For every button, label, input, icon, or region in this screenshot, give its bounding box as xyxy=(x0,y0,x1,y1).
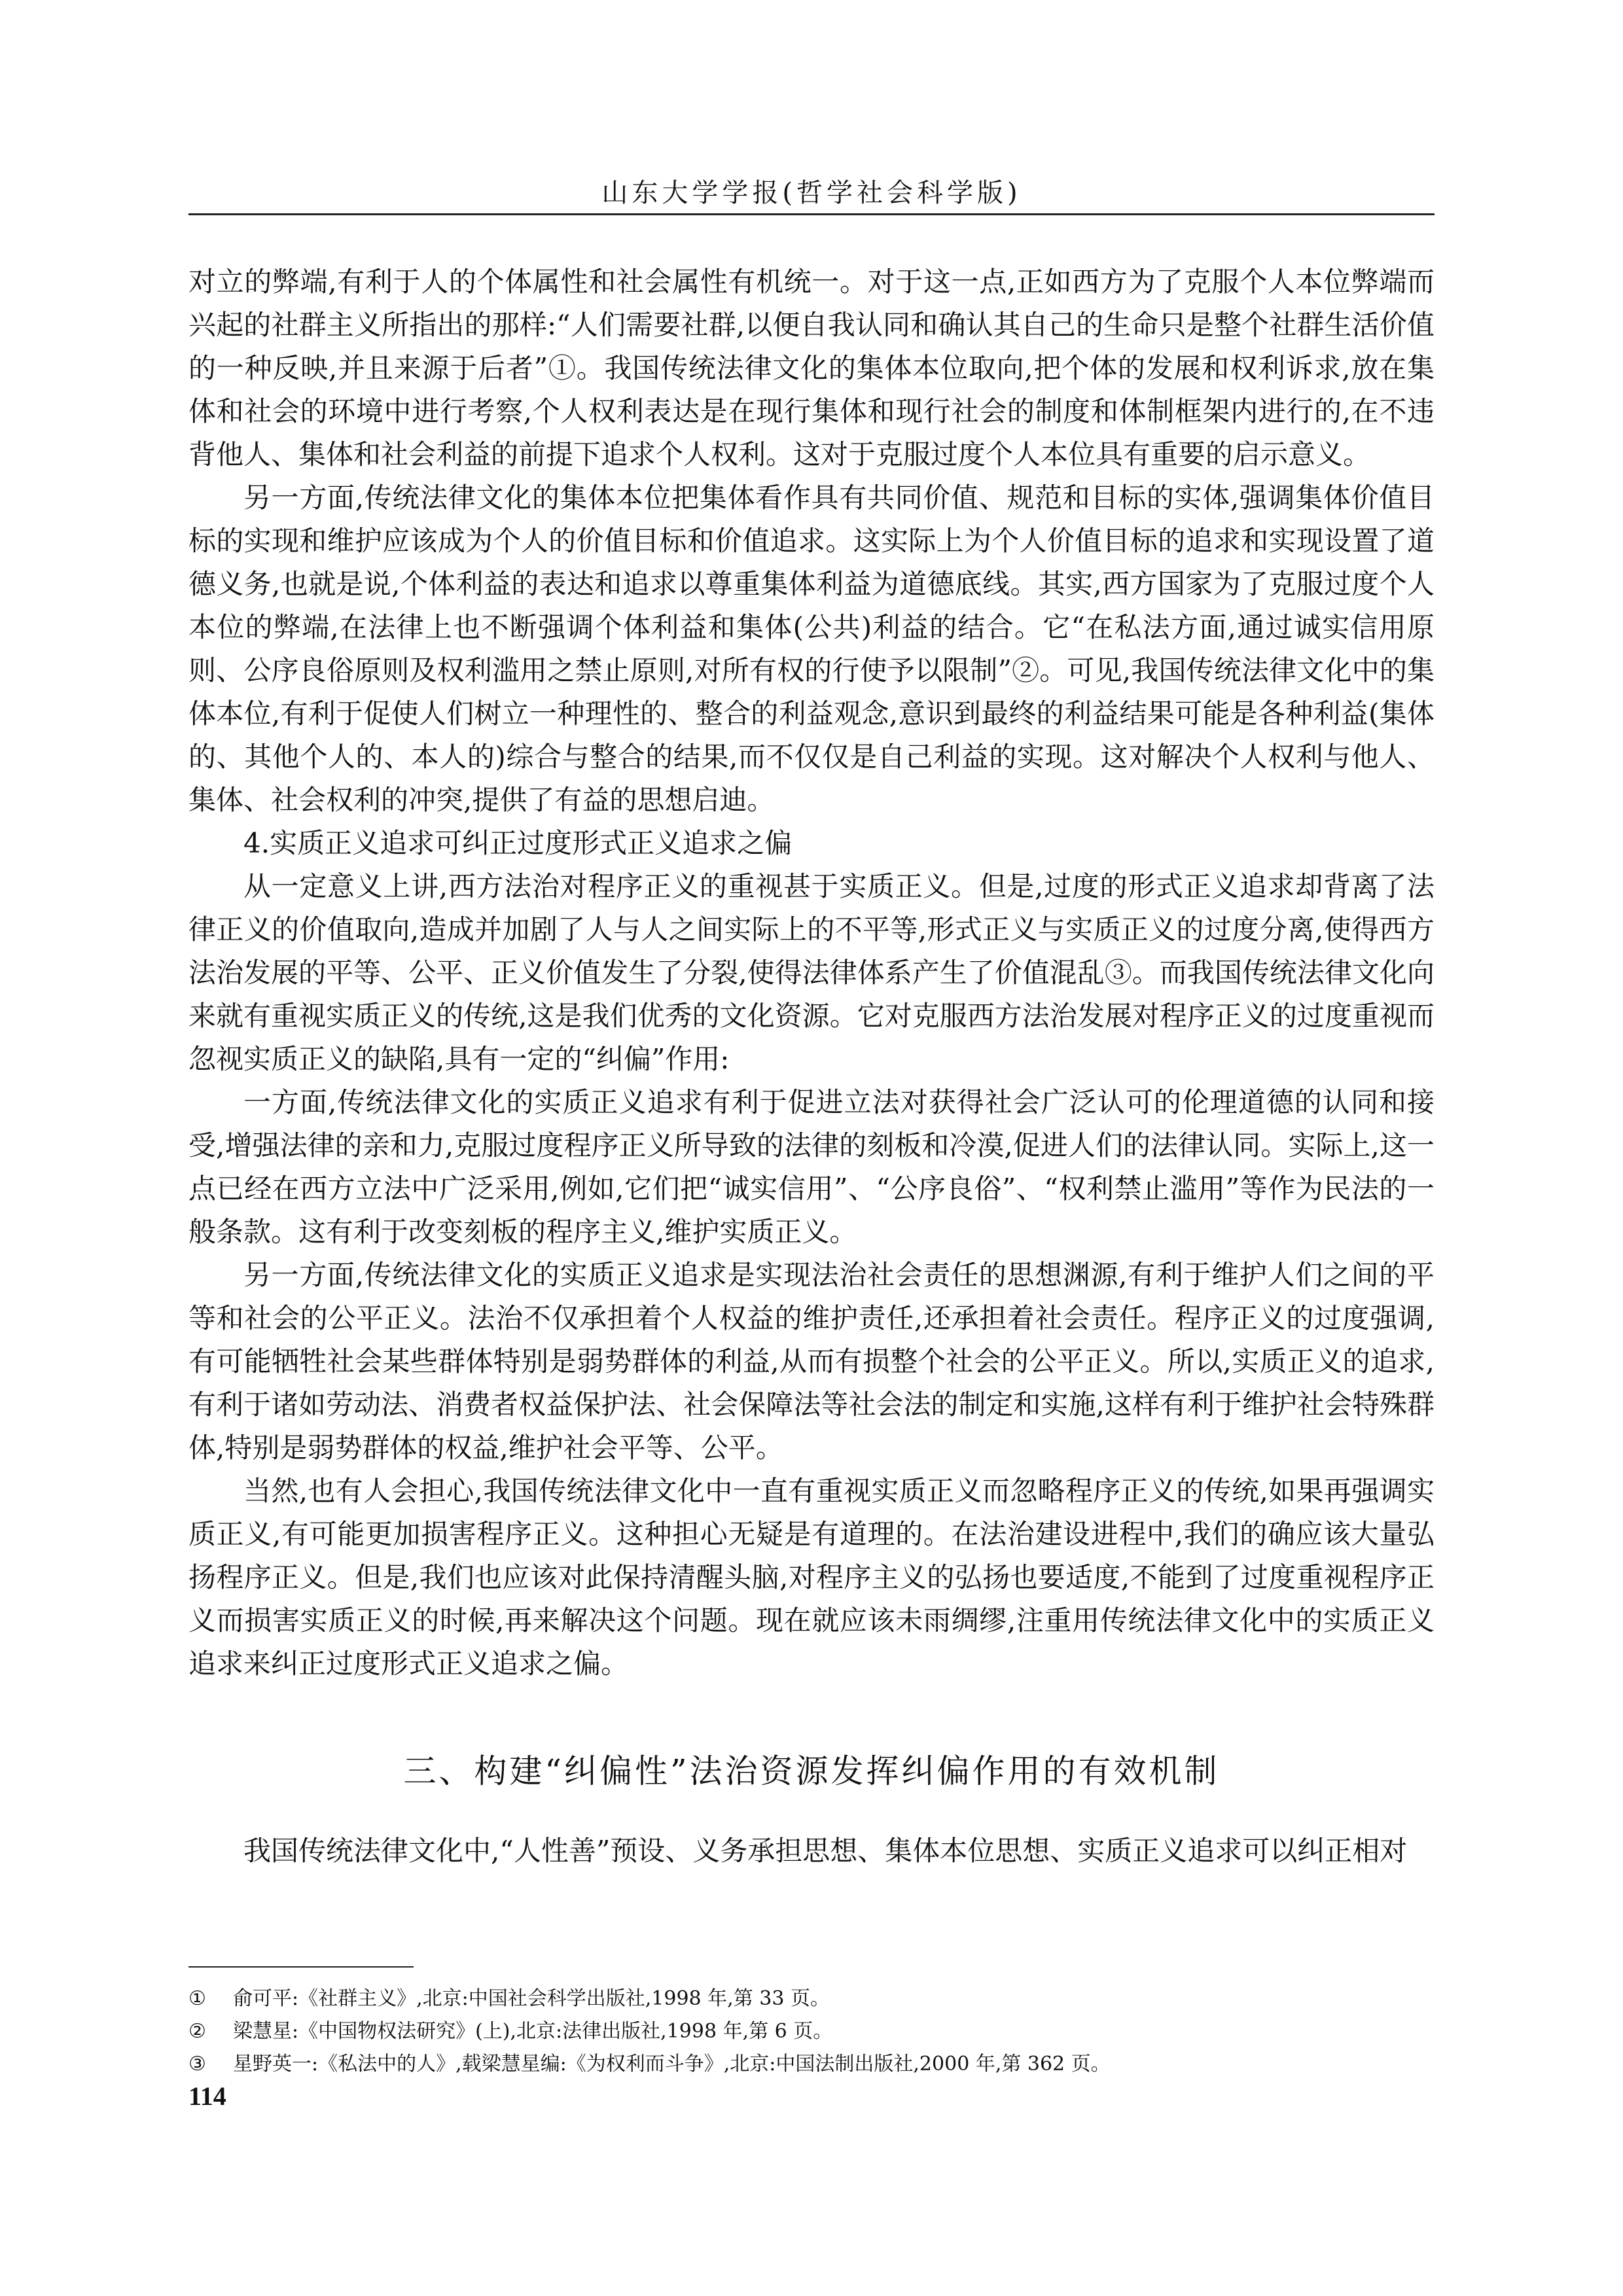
footnote-text: 星野英一:《私法中的人》,载梁慧星编:《为权利而斗争》,北京:中国法制出版社,2000 年,第 362 页。 xyxy=(233,2053,1111,2075)
article-body xyxy=(188,260,1435,1873)
footnote xyxy=(188,2015,1435,2048)
paragraph: 当然,也有人会担心,我国传统法律文化中一直有重视实质正义而忽略程序正义的传统,如果再强调实质正义,有可能更加损害程序正义。这种担心无疑是有道理的。在法治建设进程中,我们的确应该大量弘扬程序正义。但是,我们也应该对此保持清醒头脑,对程序主义的弘扬也要适度,不能到了过度重视程序正义而损害实质正义的时候,再来解决这个问题。现在就应该未雨绸缪,注重用传统法律文化中的实质正义追求来纠正过度形式正义追求之偏。 xyxy=(188,1475,1435,1680)
paragraph: 从一定意义上讲,西方法治对程序正义的重视甚于实质正义。但是,过度的形式正义追求却背离了法律正义的价值取向,造成并加剧了人与人之间实际上的不平等,形式正义与实质正义的过度分离,使得西方法治发展的平等、公平、正义价值发生了分裂,使得法律体系产生了价值混乱③。而我国传统法律文化向来就有重视实质正义的传统,这是我们优秀的文化资源。它对克服西方法治发展对程序正义的过度重视而忽视实质正义的缺陷,具有一定的“纠偏”作用: xyxy=(188,870,1435,1075)
footnote-mark: ① xyxy=(188,1987,206,2010)
subheading: 4.实质正义追求可纠正过度形式正义追求之偏 xyxy=(243,827,793,859)
paragraph: 另一方面,传统法律文化的集体本位把集体看作具有共同价值、规范和目标的实体,强调集体价值目标的实现和维护应该成为个人的价值目标和价值追求。这实际上为个人价值目标的追求和实现设置了道德义务,也就是说,个体利益的表达和追求以尊重集体利益为道德底线。其实,西方国家为了克服过度个人本位的弊端,在法律上也不断强调个体利益和集体(公共)利益的结合。它“在私法方面,通过诚实信用原则、公序良俗原则及权利滥用之禁止原则,对所有权的行使予以限制”②。可见,我国传统法律文化中的集体本位,有利于促使人们树立一种理性的、整合的利益观念,意识到最终的利益结果可能是各种利益(集体的、其他个人的、本人的)综合与整合的结果,而不仅仅是自己利益的实现。这对解决个人权利与他人、集体、社会权利的冲突,提供了有益的思想启迪。 xyxy=(188,482,1435,816)
header-divider xyxy=(188,213,1435,215)
paragraph: 对立的弊端,有利于人的个体属性和社会属性有机统一。对于这一点,正如西方为了克服个人本位弊端而兴起的社群主义所指出的那样:“人们需要社群,以便自我认同和确认其自己的生命只是整个社群生活价值的一种反映,并且来源于后者”①。我国传统法律文化的集体本位取向,把个体的发展和权利诉求,放在集体和社会的环境中进行考察,个人权利表达是在现行集体和现行社会的制度和体制框架内进行的,在不违背他人、集体和社会利益的前提下追求个人权利。这对于克服过度个人本位具有重要的启示意义。 xyxy=(188,266,1435,470)
footnote-divider xyxy=(188,1966,414,1968)
footnote-mark: ② xyxy=(188,2020,206,2043)
journal-header: 山东大学学报(哲学社会科学版) xyxy=(601,178,1022,208)
footnote xyxy=(188,2048,1435,2081)
footnote-text: 梁慧星:《中国物权法研究》(上),北京:法律出版社,1998 年,第 6 页。 xyxy=(233,2020,833,2043)
paragraph: 我国传统法律文化中,“人性善”预设、义务承担思想、集体本位思想、实质正义追求可以纠正相对 xyxy=(243,1835,1408,1867)
footnote-text: 俞可平:《社群主义》,北京:中国社会科学出版社,1998 年,第 33 页。 xyxy=(233,1987,830,2010)
footnote-mark: ③ xyxy=(188,2053,206,2075)
paragraph: 另一方面,传统法律文化的实质正义追求是实现法治社会责任的思想渊源,有利于维护人们之间的平等和社会的公平正义。法治不仅承担着个人权益的维护责任,还承担着社会责任。程序正义的过度强调,有可能牺牲社会某些群体特别是弱势群体的利益,从而有损整个社会的公平正义。所以,实质正义的追求,有利于诸如劳动法、消费者权益保护法、社会保障法等社会法的制定和实施,这样有利于维护社会特殊群体,特别是弱势群体的权益,维护社会平等、公平。 xyxy=(188,1259,1435,1464)
footnotes xyxy=(188,1983,1435,2081)
section-title: 三、构建“纠偏性”法治资源发挥纠偏作用的有效机制 xyxy=(403,1752,1220,1790)
footnote xyxy=(188,1983,1435,2015)
paragraph: 一方面,传统法律文化的实质正义追求有利于促进立法对获得社会广泛认可的伦理道德的认同和接受,增强法律的亲和力,克服过度程序正义所导致的法律的刻板和冷漠,促进人们的法律认同。实际上,这一点已经在西方立法中广泛采用,例如,它们把“诚实信用”、“公序良俗”、“权利禁止滥用”等作为民法的一般条款。这有利于改变刻板的程序主义,维护实质正义。 xyxy=(188,1086,1435,1248)
page-number: 114 xyxy=(188,2081,226,2111)
